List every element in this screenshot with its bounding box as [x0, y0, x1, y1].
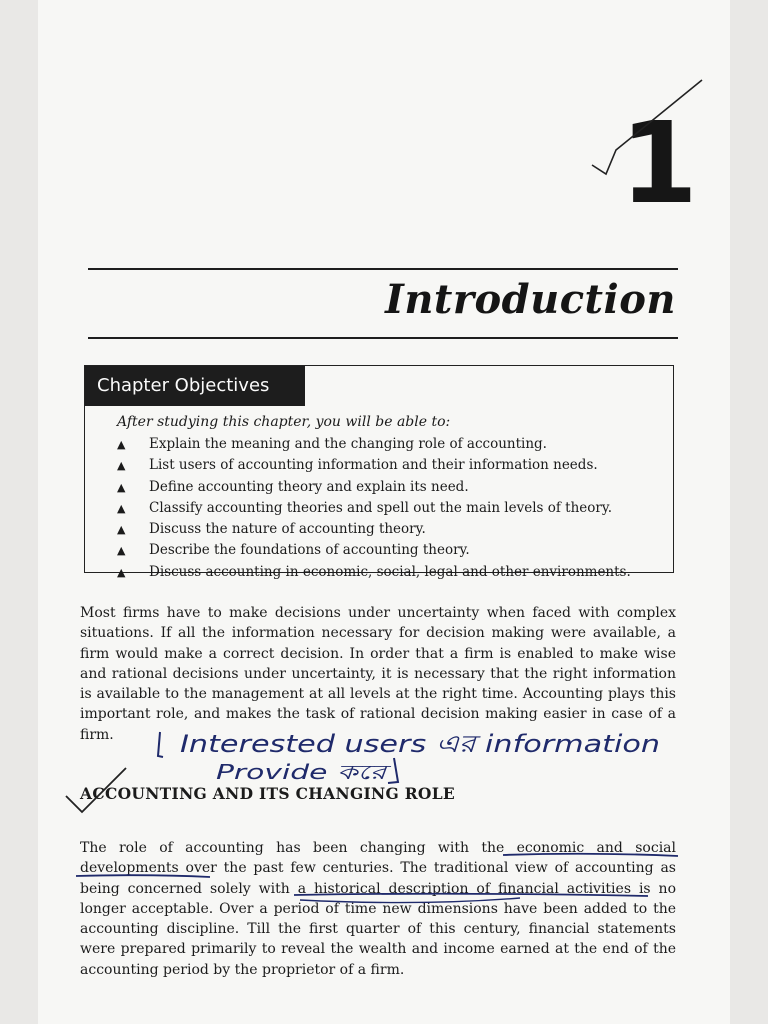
triangle-bullet-icon: ▲	[117, 565, 126, 579]
triangle-bullet-icon: ▲	[117, 544, 126, 558]
chapter-title: Introduction	[385, 276, 676, 323]
section-heading: ACCOUNTING AND ITS CHANGING ROLE	[80, 784, 456, 803]
objective-item: ▲ Discuss accounting in economic, social, legal and other environments.	[117, 562, 631, 583]
triangle-bullet-icon: ▲	[117, 480, 126, 494]
chapter-objectives-box	[84, 365, 674, 580]
section-paragraph: The role of accounting has been changing with the economic and social developments over the past few centuries. The traditional view of accounting as being concerned solely with a historical description of financial activities is no longer acceptable. Over a period of time new dimensions have been added to the accounting discipline. Till the first quarter of this century, financial statements were prepared primarily to reveal the wealth and income earned at the end of the accounting period by the proprietor of a firm.	[80, 840, 676, 978]
handwritten-note-line-2: Provide করে	[216, 760, 392, 784]
triangle-bullet-icon: ▲	[117, 438, 126, 451]
objectives-intro: After studying this chapter, you will be able to:	[117, 414, 451, 430]
objectives-list	[117, 434, 631, 583]
objective-item: ▲ List users of accounting information and their information needs.	[117, 455, 631, 476]
chapter-objectives-heading: Chapter Objectives	[85, 366, 305, 406]
handwritten-note-line-1: Interested users এর information	[180, 730, 660, 758]
triangle-bullet-icon: ▲	[117, 523, 126, 537]
objective-item: ▲ Describe the foundations of accounting theory.	[117, 540, 631, 561]
chapter-number: 1	[620, 99, 698, 229]
title-rule-bottom	[88, 337, 678, 339]
title-rule-top	[88, 268, 678, 270]
triangle-bullet-icon: ▲	[117, 459, 126, 473]
intro-paragraph: Most firms have to make decisions under uncertainty when faced with complex situations. If all the information necessary for decision making were available, a firm would make a correct decision. In order that a firm is enabled to make wise and rational decisions under uncertainty, it is necessary that the right information is available to the management at all levels at the right time. Accounting plays this important role, and makes the task of rational decision making easier in case of a firm.	[80, 605, 676, 743]
objective-item: ▲ Explain the meaning and the changing role of accounting.	[117, 434, 631, 455]
objective-item: ▲ Define accounting theory and explain its need.	[117, 477, 631, 498]
objective-item: ▲ Discuss the nature of accounting theory.	[117, 519, 631, 540]
triangle-bullet-icon: ▲	[117, 501, 126, 515]
objective-item: ▲ Classify accounting theories and spell out the main levels of theory.	[117, 498, 631, 519]
